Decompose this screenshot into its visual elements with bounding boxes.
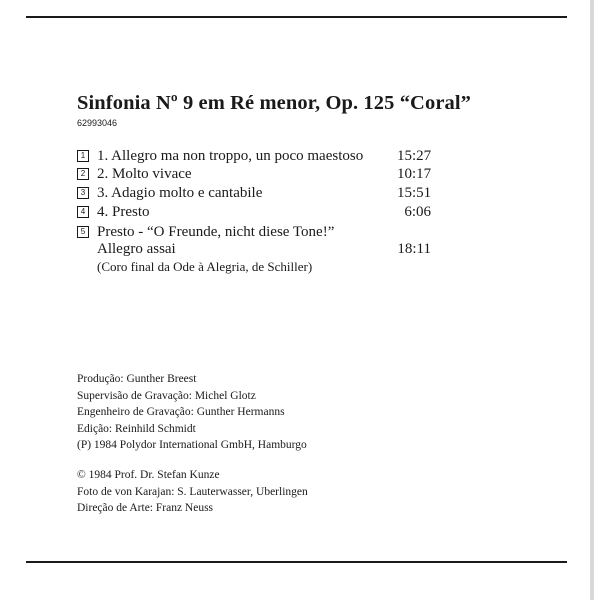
track-note: (Coro final da Ode à Alegria, de Schiller) [97, 259, 313, 274]
credit-line: Direção de Arte: Franz Neuss [77, 502, 214, 514]
credit-line: Engenheiro de Gravação: Gunther Hermanns [77, 406, 285, 418]
track-number-box: 5 [77, 226, 89, 238]
track-title: 4. Presto [97, 204, 150, 220]
catalog-number: 62993046 [77, 118, 118, 128]
credit-line: Produção: Gunther Breest [77, 373, 197, 385]
track-title: 3. Adagio molto e cantabile [97, 185, 263, 201]
track-number-box: 4 [77, 206, 89, 218]
credit-line: Foto de von Karajan: S. Lauterwasser, Uberlingen [77, 485, 308, 498]
copyright-credits [77, 467, 308, 517]
credit-line: Supervisão de Gravação: Michel Glotz [77, 389, 256, 402]
page-edge-shadow [590, 0, 594, 600]
track-subtitle: Allegro assai [97, 241, 176, 257]
credit-line: © 1984 Prof. Dr. Stefan Kunze [77, 469, 220, 481]
track-title: Presto - “O Freunde, nicht diese Tone!” [97, 224, 335, 240]
track-number-box: 1 [77, 150, 89, 162]
bottom-rule [26, 561, 567, 563]
track-number-box: 2 [77, 168, 89, 180]
page-title: Sinfonia Nº 9 em Ré menor, Op. 125 “Coral” [77, 92, 472, 114]
credit-line: (P) 1984 Polydor International GmbH, Hamburgo [77, 439, 307, 451]
track-duration: 18:11 [397, 241, 431, 257]
track-duration: 15:51 [397, 185, 432, 201]
track-duration: 10:17 [397, 166, 432, 182]
track-title: 2. Molto vivace [97, 166, 192, 182]
credit-line: Edição: Reinhild Schmidt [77, 422, 196, 435]
production-credits [77, 371, 307, 454]
track-number-box: 3 [77, 187, 89, 199]
top-rule [26, 16, 567, 18]
track-duration: 6:06 [404, 204, 431, 220]
track-duration: 15:27 [397, 148, 432, 164]
track-title: 1. Allegro ma non troppo, un poco maestoso [97, 148, 364, 164]
